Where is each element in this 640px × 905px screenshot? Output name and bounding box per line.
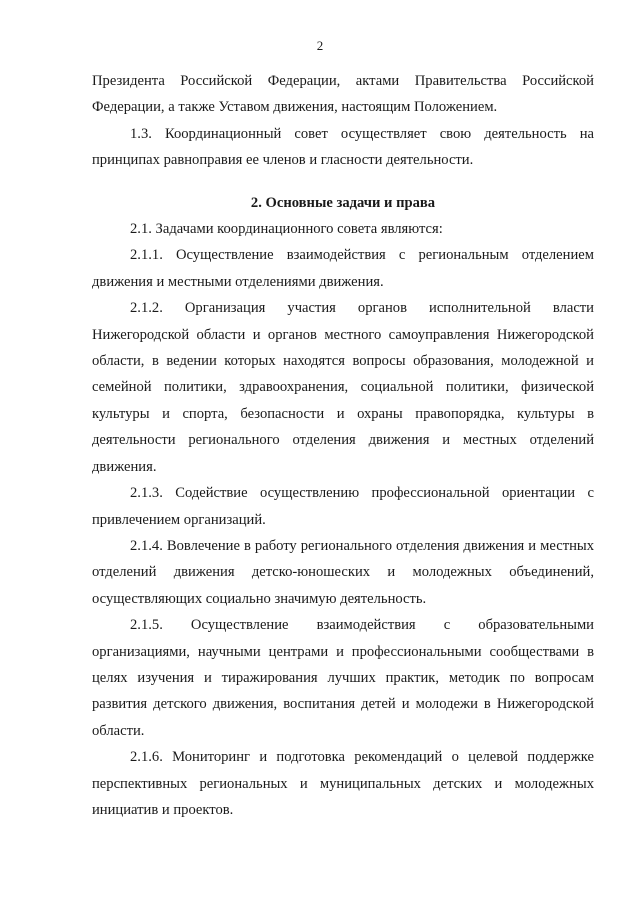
paragraph-continuation: Президента Российской Федерации, актами Правительства Российской Федерации, а также Уставом движения, настоящим Положением. [92,73,594,116]
paragraph-2-1-6: 2.1.6. Мониторинг и подготовка рекомендаций о целевой поддержке перспективных региональных и муниципальных детских и молодежных инициатив и проектов. [92,749,594,818]
paragraph-2-1-4: 2.1.4. Вовлечение в работу регионального отделения движения и местных отделений движения детско-юношеских и молодежных объединений, осуществляющих социально значимую деятельность. [92,537,594,607]
document-body [92,68,594,823]
paragraph-2-1: 2.1. Задачами координационного совета являются: [130,221,443,238]
paragraph-1-3: 1.3. Координационный совет осуществляет свою деятельность на принципах равноправия ее членов и гласности деятельности. [92,125,594,169]
paragraph-2-1-2: 2.1.2. Организация участия органов исполнительной власти Нижегородской области и органов местного самоуправления Нижегородской области, в ведении которых находятся вопросы образования, молодежной и семейной политики, здравоохранения, социальной политики, физической культуры и спорта, безопасности и охраны правопорядка, культуры в деятельности регионального отделения движения и местных отделений движения. [92,300,594,475]
page-number: 2 [316,38,324,53]
paragraph-2-1-3: 2.1.3. Содействие осуществлению профессиональной ориентации с привлечением организаций. [92,485,594,528]
section-heading: 2. Основные задачи и права [250,194,436,211]
paragraph-2-1-5: 2.1.5. Осуществление взаимодействия с образовательными организациями, научными центрами и профессиональными сообществами в целях изучения и тиражирования лучших практик, методик по вопросам развития детского движения, воспитания детей и молодежи в Нижегородской области. [92,617,594,739]
paragraph-2-1-1: 2.1.1. Осуществление взаимодействия с региональным отделением движения и местными отделениями движения. [92,247,594,290]
